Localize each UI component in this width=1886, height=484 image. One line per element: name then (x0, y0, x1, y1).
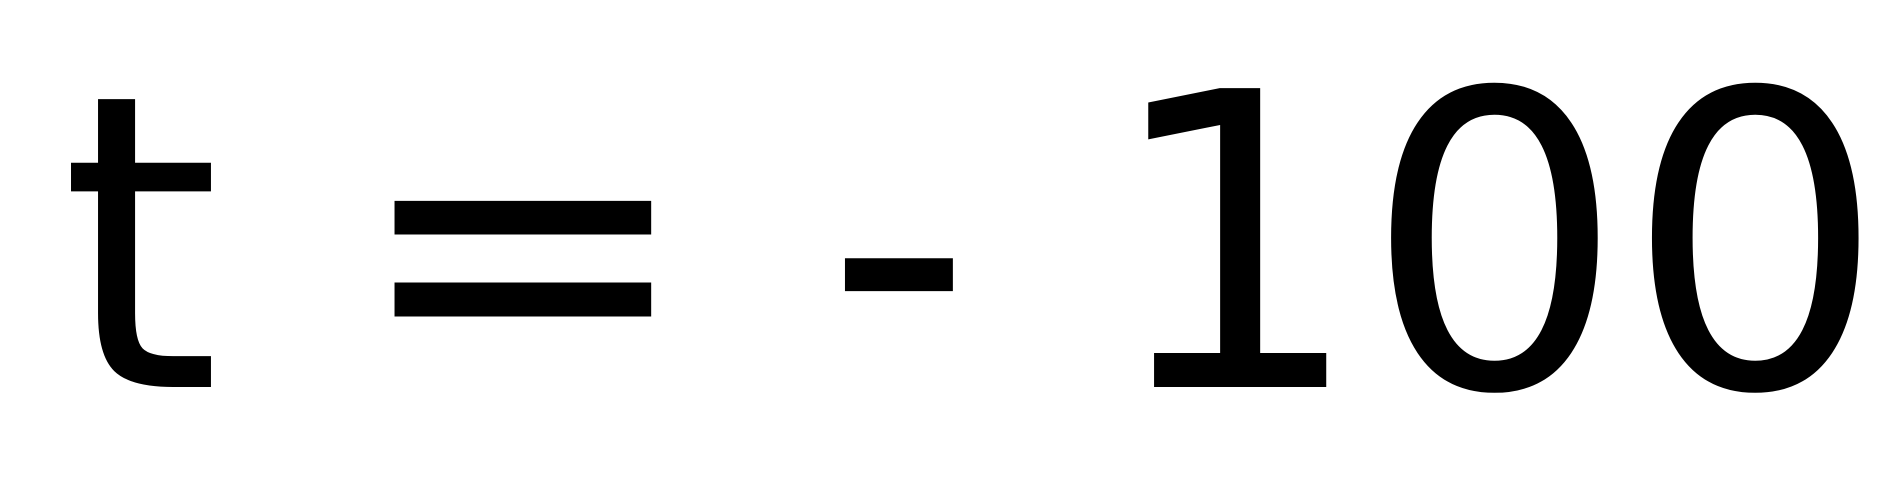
equation-text: t = - 100 (60, 6, 1886, 484)
